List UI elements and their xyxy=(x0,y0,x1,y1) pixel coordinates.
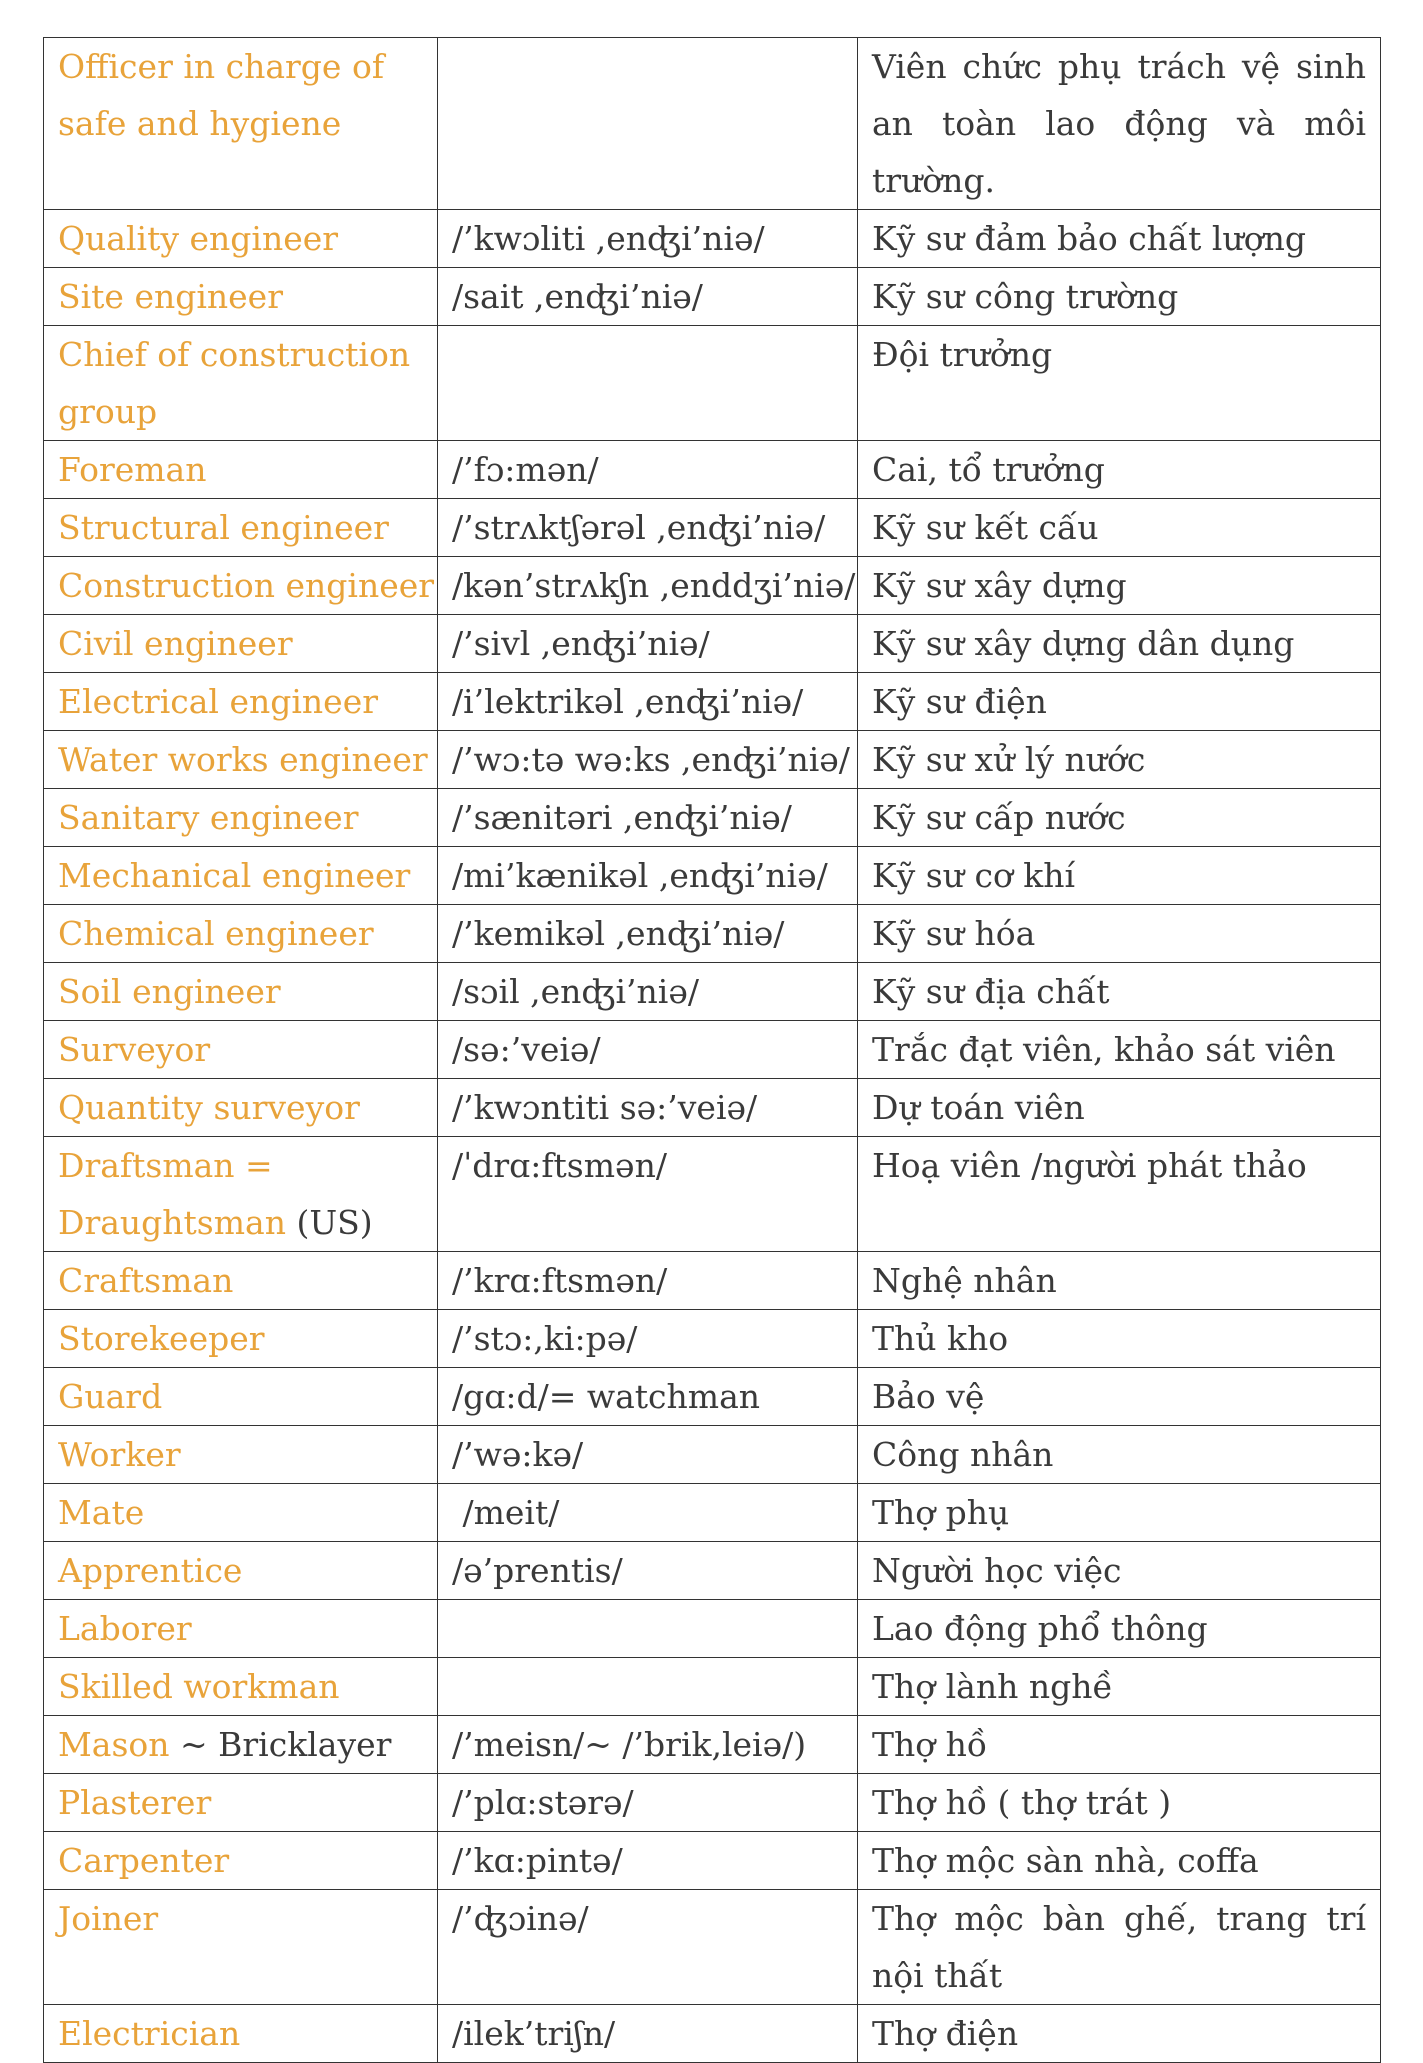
table-row xyxy=(44,789,1381,847)
meaning-cell xyxy=(858,615,1381,673)
vietnamese-meaning: Thợ mộc sàn nhà, coffa xyxy=(872,1841,1259,1880)
vietnamese-meaning: Kỹ sư xây dựng xyxy=(872,566,1127,605)
table-row xyxy=(44,1079,1381,1137)
pronunciation-cell xyxy=(438,441,858,499)
vietnamese-meaning: Kỹ sư cơ khí xyxy=(872,856,1076,895)
meaning-cell xyxy=(858,847,1381,905)
vietnamese-meaning: Bảo vệ xyxy=(872,1377,985,1416)
meaning-cell xyxy=(858,1252,1381,1310)
english-term: Electrician xyxy=(58,2014,241,2053)
meaning-cell xyxy=(858,268,1381,326)
meaning-cell xyxy=(858,1890,1381,2005)
table-row xyxy=(44,1426,1381,1484)
pronunciation-cell xyxy=(438,1484,858,1542)
pronunciation: /’strʌktʃərəl ,enʤi’niə/ xyxy=(452,508,826,547)
meaning-cell xyxy=(858,1368,1381,1426)
meaning-cell xyxy=(858,1716,1381,1774)
pronunciation-cell xyxy=(438,1774,858,1832)
meaning-cell xyxy=(858,673,1381,731)
pronunciation-cell xyxy=(438,1658,858,1716)
pronunciation: /ə’prentis/ xyxy=(452,1551,623,1590)
meaning-cell xyxy=(858,1542,1381,1600)
vietnamese-meaning: Thợ điện xyxy=(872,2014,1019,2053)
pronunciation-cell xyxy=(438,38,858,210)
pronunciation-cell xyxy=(438,1426,858,1484)
term-cell xyxy=(44,326,438,441)
meaning-cell xyxy=(858,499,1381,557)
term-cell xyxy=(44,1310,438,1368)
term-cell xyxy=(44,731,438,789)
pronunciation: /i’lektrikəl ,enʤi’niə/ xyxy=(452,682,804,721)
meaning-cell xyxy=(858,1310,1381,1368)
meaning-cell xyxy=(858,1484,1381,1542)
meaning-cell xyxy=(858,38,1381,210)
vietnamese-meaning: Kỹ sư điện xyxy=(872,682,1047,721)
meaning-cell xyxy=(858,326,1381,441)
table-row xyxy=(44,1368,1381,1426)
vietnamese-meaning: Lao động phổ thông xyxy=(872,1609,1208,1648)
english-term: Worker xyxy=(58,1435,181,1474)
table-row xyxy=(44,210,1381,268)
term-cell xyxy=(44,1832,438,1890)
pronunciation-cell xyxy=(438,847,858,905)
term-cell xyxy=(44,1890,438,2005)
pronunciation: /kən’strʌkʃn ,enddʒi’niə/ xyxy=(452,566,856,605)
pronunciation: /’kwɔliti ,enʤi’niə/ xyxy=(452,219,765,258)
term-cell xyxy=(44,1079,438,1137)
english-term: Quantity surveyor xyxy=(58,1088,360,1127)
english-term: Officer in charge of safe and hygiene xyxy=(58,47,385,143)
meaning-cell xyxy=(858,557,1381,615)
vocabulary-table-body xyxy=(44,38,1381,2063)
english-term: Carpenter xyxy=(58,1841,230,1880)
vietnamese-meaning: Thợ phụ xyxy=(872,1493,1010,1532)
pronunciation: /ilek’triʃn/ xyxy=(452,2014,616,2053)
vietnamese-meaning: Kỹ sư xử lý nước xyxy=(872,740,1146,779)
table-row xyxy=(44,1774,1381,1832)
pronunciation-cell xyxy=(438,673,858,731)
pronunciation: /’kɑ:pintə/ xyxy=(452,1841,623,1880)
pronunciation-cell xyxy=(438,1252,858,1310)
table-row xyxy=(44,1484,1381,1542)
pronunciation-cell xyxy=(438,1079,858,1137)
pronunciation-cell xyxy=(438,210,858,268)
vietnamese-meaning: Kỹ sư kết cấu xyxy=(872,508,1099,547)
english-term: Plasterer xyxy=(58,1783,212,1822)
term-cell xyxy=(44,615,438,673)
pronunciation-cell xyxy=(438,1600,858,1658)
pronunciation: /’kwɔntiti sə:’veiə/ xyxy=(452,1088,758,1127)
vietnamese-meaning: Kỹ sư đảm bảo chất lượng xyxy=(872,219,1306,258)
english-term: Draftsman = Draughtsman xyxy=(58,1146,286,1242)
pronunciation: /sə:’veiə/ xyxy=(452,1030,601,1069)
meaning-cell xyxy=(858,1658,1381,1716)
pronunciation: /’fɔ:mən/ xyxy=(452,450,599,489)
term-cell xyxy=(44,963,438,1021)
term-cell xyxy=(44,905,438,963)
term-cell xyxy=(44,1368,438,1426)
english-term: Mason xyxy=(58,1725,170,1764)
vietnamese-meaning: Trắc đạt viên, khảo sát viên xyxy=(872,1030,1336,1069)
english-term: Mate xyxy=(58,1493,145,1532)
vietnamese-meaning: Dự toán viên xyxy=(872,1088,1085,1127)
pronunciation-cell xyxy=(438,1542,858,1600)
meaning-cell xyxy=(858,210,1381,268)
table-row xyxy=(44,557,1381,615)
vietnamese-meaning: Kỹ sư hóa xyxy=(872,914,1036,953)
vietnamese-meaning: Kỹ sư công trường xyxy=(872,277,1179,316)
pronunciation-cell xyxy=(438,1716,858,1774)
table-row xyxy=(44,2005,1381,2063)
term-cell xyxy=(44,2005,438,2063)
meaning-cell xyxy=(858,789,1381,847)
vocabulary-table xyxy=(43,37,1381,2063)
english-term: Soil engineer xyxy=(58,972,281,1011)
meaning-cell xyxy=(858,1774,1381,1832)
vietnamese-meaning: Đội trưởng xyxy=(872,335,1053,374)
term-cell xyxy=(44,1658,438,1716)
english-term: Site engineer xyxy=(58,277,283,316)
pronunciation-cell xyxy=(438,326,858,441)
term-note: (US) xyxy=(285,1203,373,1242)
english-term: Sanitary engineer xyxy=(58,798,359,837)
table-row xyxy=(44,1021,1381,1079)
vietnamese-meaning: Người học việc xyxy=(872,1551,1122,1590)
table-row xyxy=(44,1716,1381,1774)
meaning-cell xyxy=(858,731,1381,789)
table-row xyxy=(44,441,1381,499)
english-term: Guard xyxy=(58,1377,163,1416)
pronunciation-cell xyxy=(438,963,858,1021)
pronunciation: /’plɑ:stərə/ xyxy=(452,1783,634,1822)
meaning-cell xyxy=(858,1021,1381,1079)
pronunciation-cell xyxy=(438,1021,858,1079)
pronunciation: /meit/ xyxy=(452,1493,560,1532)
table-row xyxy=(44,1832,1381,1890)
table-row xyxy=(44,499,1381,557)
table-row xyxy=(44,731,1381,789)
pronunciation-cell xyxy=(438,2005,858,2063)
table-row xyxy=(44,615,1381,673)
meaning-cell xyxy=(858,2005,1381,2063)
vietnamese-meaning: Thợ hồ ( thợ trát ) xyxy=(872,1783,1172,1822)
table-row xyxy=(44,326,1381,441)
table-row xyxy=(44,1600,1381,1658)
document-page xyxy=(43,37,1380,2063)
table-row xyxy=(44,1137,1381,1252)
english-term: Skilled workman xyxy=(58,1667,340,1706)
english-term: Structural engineer xyxy=(58,508,389,547)
pronunciation-cell xyxy=(438,731,858,789)
term-cell xyxy=(44,1426,438,1484)
english-term: Apprentice xyxy=(58,1551,243,1590)
term-cell xyxy=(44,210,438,268)
pronunciation: /’sivl ,enʤi’niə/ xyxy=(452,624,710,663)
pronunciation: /sɔil ,enʤi’niə/ xyxy=(452,972,700,1011)
vietnamese-meaning: Kỹ sư cấp nước xyxy=(872,798,1126,837)
pronunciation-cell xyxy=(438,1832,858,1890)
vietnamese-meaning: Công nhân xyxy=(872,1435,1054,1474)
english-term: Chemical engineer xyxy=(58,914,374,953)
pronunciation: /sait ,enʤi’niə/ xyxy=(452,277,703,316)
english-term: Electrical engineer xyxy=(58,682,378,721)
meaning-cell xyxy=(858,905,1381,963)
table-row xyxy=(44,905,1381,963)
meaning-cell xyxy=(858,1832,1381,1890)
table-row xyxy=(44,1542,1381,1600)
term-cell xyxy=(44,1137,438,1252)
vietnamese-meaning: Thợ hồ xyxy=(872,1725,988,1764)
english-term: Surveyor xyxy=(58,1030,211,1069)
meaning-cell xyxy=(858,1600,1381,1658)
pronunciation-cell xyxy=(438,499,858,557)
english-term: Laborer xyxy=(58,1609,192,1648)
term-cell xyxy=(44,1600,438,1658)
term-cell xyxy=(44,673,438,731)
pronunciation-cell xyxy=(438,905,858,963)
term-note: ~ Bricklayer xyxy=(169,1725,392,1764)
term-cell xyxy=(44,499,438,557)
pronunciation-cell xyxy=(438,615,858,673)
vietnamese-meaning: Thợ mộc bàn ghế, trang trí nội thất xyxy=(872,1899,1366,1995)
term-cell xyxy=(44,789,438,847)
pronunciation-cell xyxy=(438,1368,858,1426)
pronunciation: /ˈdrɑ:ftsmən/ xyxy=(452,1146,667,1185)
pronunciation: /’stɔ:,ki:pə/ xyxy=(452,1319,638,1358)
term-cell xyxy=(44,847,438,905)
english-term: Foreman xyxy=(58,450,207,489)
pronunciation-cell xyxy=(438,1137,858,1252)
pronunciation: /mi’kænikəl ,enʤi’niə/ xyxy=(452,856,828,895)
vietnamese-meaning: Cai, tổ trưởng xyxy=(872,450,1105,489)
term-cell xyxy=(44,1774,438,1832)
table-row xyxy=(44,963,1381,1021)
term-cell xyxy=(44,1021,438,1079)
english-term: Civil engineer xyxy=(58,624,293,663)
meaning-cell xyxy=(858,963,1381,1021)
term-cell xyxy=(44,268,438,326)
vietnamese-meaning: Kỹ sư địa chất xyxy=(872,972,1110,1011)
english-term: Craftsman xyxy=(58,1261,234,1300)
table-row xyxy=(44,1658,1381,1716)
meaning-cell xyxy=(858,1079,1381,1137)
table-row xyxy=(44,38,1381,210)
pronunciation: /’wə:kə/ xyxy=(452,1435,584,1474)
english-term: Mechanical engineer xyxy=(58,856,411,895)
term-cell xyxy=(44,1542,438,1600)
vietnamese-meaning: Thợ lành nghề xyxy=(872,1667,1113,1706)
vietnamese-meaning: Kỹ sư xây dựng dân dụng xyxy=(872,624,1295,663)
meaning-cell xyxy=(858,1426,1381,1484)
pronunciation-cell xyxy=(438,1890,858,2005)
pronunciation: /’sænitəri ,enʤi’niə/ xyxy=(452,798,792,837)
table-row xyxy=(44,268,1381,326)
meaning-cell xyxy=(858,441,1381,499)
pronunciation: /’wɔ:tə wə:ks ,enʤi’niə/ xyxy=(452,740,850,779)
vietnamese-meaning: Viên chức phụ trách vệ sinh an toàn lao động và môi trường. xyxy=(872,47,1366,200)
pronunciation-cell xyxy=(438,268,858,326)
term-cell xyxy=(44,1716,438,1774)
pronunciation: /gɑ:d/= watchman xyxy=(452,1377,761,1416)
english-term: Quality engineer xyxy=(58,219,339,258)
pronunciation-cell xyxy=(438,789,858,847)
pronunciation-cell xyxy=(438,557,858,615)
pronunciation: /’kemikəl ,enʤi’niə/ xyxy=(452,914,785,953)
table-row xyxy=(44,847,1381,905)
table-row xyxy=(44,1252,1381,1310)
term-cell xyxy=(44,441,438,499)
english-term: Construction engineer xyxy=(58,566,435,605)
english-term: Storekeeper xyxy=(58,1319,265,1358)
vietnamese-meaning: Nghệ nhân xyxy=(872,1261,1057,1300)
english-term: Joiner xyxy=(58,1899,159,1938)
pronunciation: /’ʤɔinə/ xyxy=(452,1899,589,1938)
meaning-cell xyxy=(858,1137,1381,1252)
table-row xyxy=(44,673,1381,731)
table-row xyxy=(44,1890,1381,2005)
vietnamese-meaning: Thủ kho xyxy=(872,1319,1009,1358)
english-term: Water works engineer xyxy=(58,740,428,779)
pronunciation: /’meisn/~ /’brik,leiə/) xyxy=(452,1725,807,1764)
table-row xyxy=(44,1310,1381,1368)
english-term: Chief of construction group xyxy=(58,335,411,431)
term-cell xyxy=(44,1484,438,1542)
term-cell xyxy=(44,38,438,210)
pronunciation: /’krɑ:ftsmən/ xyxy=(452,1261,668,1300)
pronunciation-cell xyxy=(438,1310,858,1368)
vietnamese-meaning: Hoạ viên /người phát thảo xyxy=(872,1146,1307,1185)
term-cell xyxy=(44,557,438,615)
term-cell xyxy=(44,1252,438,1310)
